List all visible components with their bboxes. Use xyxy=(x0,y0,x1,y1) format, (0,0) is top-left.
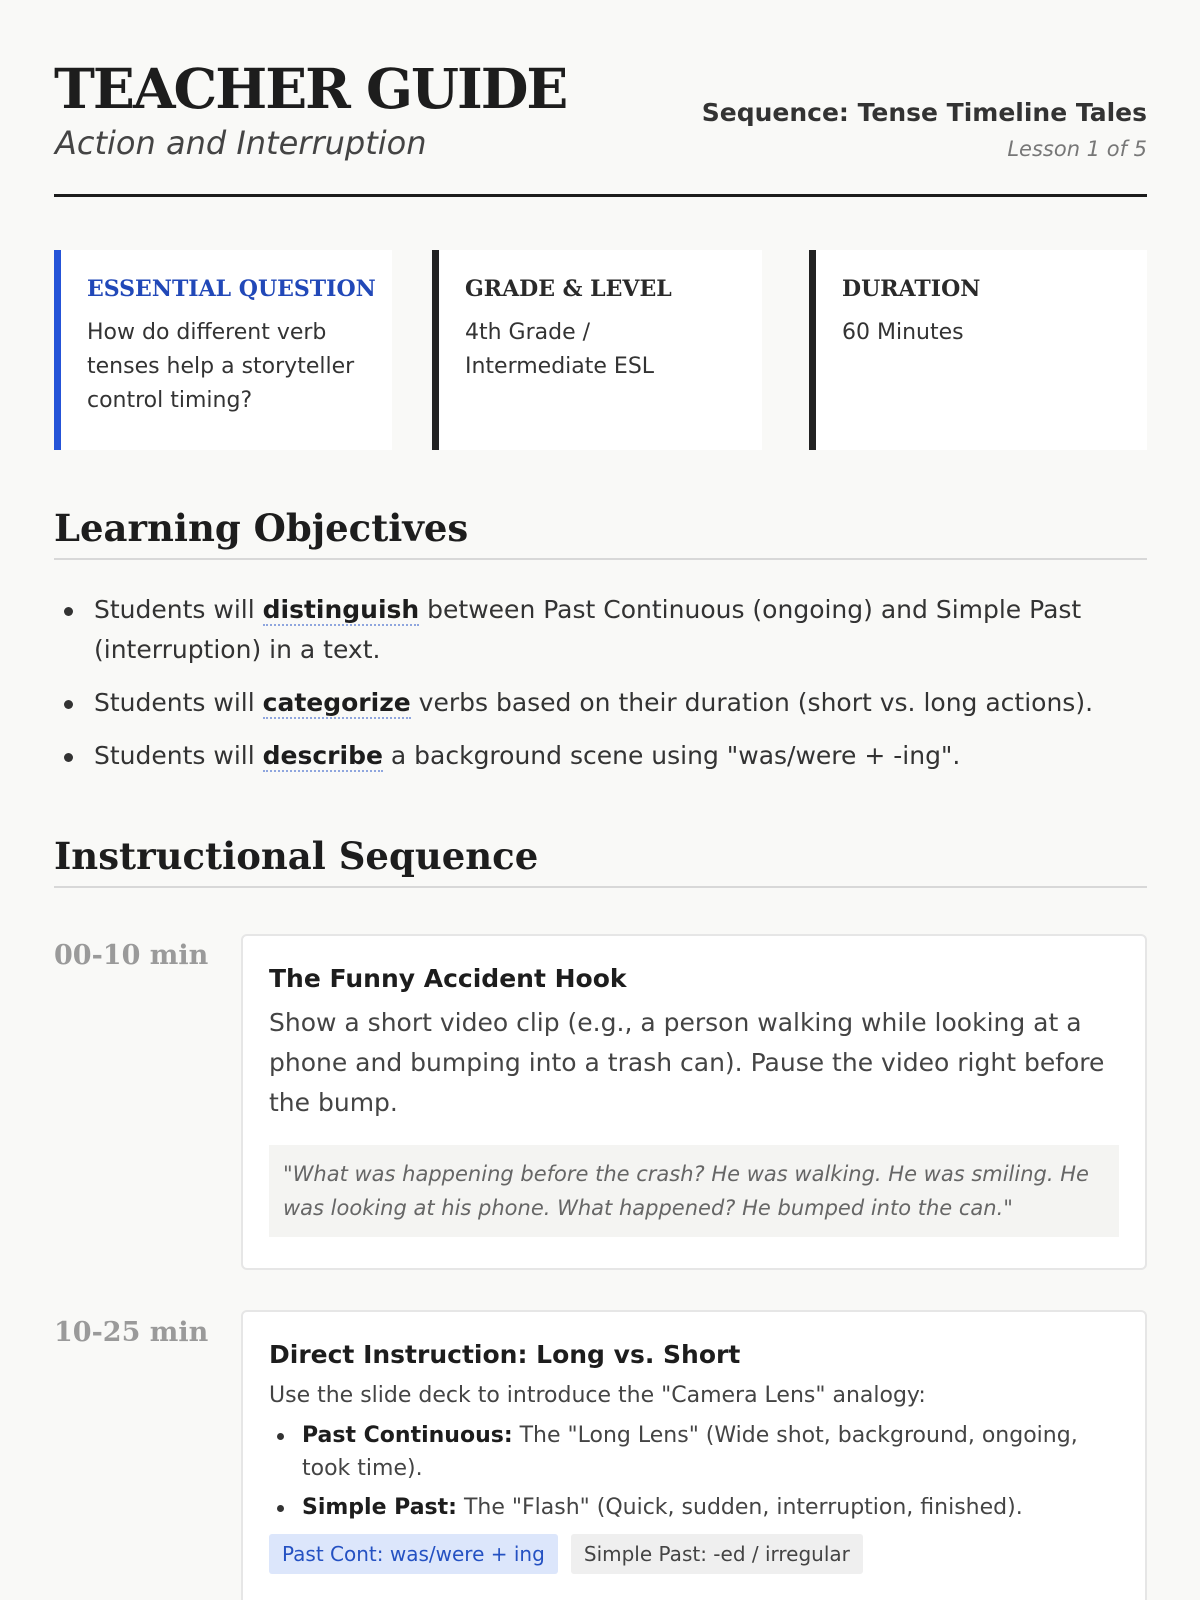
card-label: DURATION xyxy=(842,276,981,302)
step-description: Show a short video clip (e.g., a person walking while looking at a phone and bumping into a trash can). Pause the video right before the bump. xyxy=(269,1008,1105,1117)
objective-text: a background scene using "was/were + -ing". xyxy=(382,741,961,770)
card-label: GRADE & LEVEL xyxy=(465,276,672,302)
step-time: 00-10 min xyxy=(54,940,209,971)
sequence-name: Sequence: Tense Timeline Tales xyxy=(701,98,1147,127)
teacher-script-quote: "What was happening before the crash? He was walking. He was smiling. He was looking at his phone. What happened? He bumped into the can." xyxy=(269,1145,1119,1237)
past-continuous-tag: Past Cont: was/were + ing xyxy=(269,1534,558,1574)
card-label: ESSENTIAL QUESTION xyxy=(87,276,376,302)
lesson-number: Lesson 1 of 5 xyxy=(1007,137,1147,161)
page-title: TEACHER GUIDE xyxy=(54,56,567,121)
list-item xyxy=(54,683,1147,723)
list-item xyxy=(269,1491,1119,1524)
objective-prefix: Students will xyxy=(94,688,263,717)
objective-text: between Past Continuous (ongoing) and Simple Past (interruption) in a text. xyxy=(94,595,1082,664)
objective-prefix: Students will xyxy=(94,595,263,624)
step-description: Use the slide deck to introduce the "Camera Lens" analogy: xyxy=(269,1383,926,1408)
objective-text: verbs based on their duration (short vs. long actions). xyxy=(410,688,1094,717)
objectives-list xyxy=(54,590,1147,789)
list-item xyxy=(54,590,1147,670)
simple-past-tag: Simple Past: -ed / irregular xyxy=(571,1534,863,1574)
bullet-term: Past Continuous: xyxy=(302,1423,513,1448)
sequence-heading: Instructional Sequence xyxy=(54,834,1147,888)
tag-row xyxy=(269,1534,1119,1574)
step-card-hook xyxy=(241,934,1147,1270)
page-subtitle: Action and Interruption xyxy=(55,124,427,162)
essential-question-card xyxy=(54,250,392,450)
card-text: 4th Grade / Intermediate ESL xyxy=(465,320,655,379)
step-title: The Funny Accident Hook xyxy=(269,964,627,993)
card-text: How do different verb tenses help a storyteller control timing? xyxy=(87,320,355,413)
step-title: Direct Instruction: Long vs. Short xyxy=(269,1340,741,1369)
objective-prefix: Students will xyxy=(94,741,263,770)
step-bullets xyxy=(269,1419,1119,1524)
bullet-text: The "Long Lens" (Wide shot, background, ongoing, took time). xyxy=(302,1423,1078,1481)
grade-level-card xyxy=(432,250,762,450)
guide-header xyxy=(54,0,1147,197)
objective-verb: distinguish xyxy=(262,595,420,624)
objective-verb: categorize xyxy=(262,688,411,717)
duration-card xyxy=(809,250,1147,450)
list-item xyxy=(54,736,1147,776)
lesson-guide-page xyxy=(54,0,1147,1566)
objective-verb: describe xyxy=(262,741,383,770)
card-text: 60 Minutes xyxy=(842,320,964,345)
step-card-direct-instruction xyxy=(241,1310,1147,1600)
step-time: 10-25 min xyxy=(54,1317,209,1348)
objectives-heading: Learning Objectives xyxy=(54,506,1147,560)
list-item xyxy=(269,1419,1119,1485)
bullet-term: Simple Past: xyxy=(302,1495,457,1520)
bullet-text: The "Flash" (Quick, sudden, interruption, finished). xyxy=(456,1495,1023,1520)
